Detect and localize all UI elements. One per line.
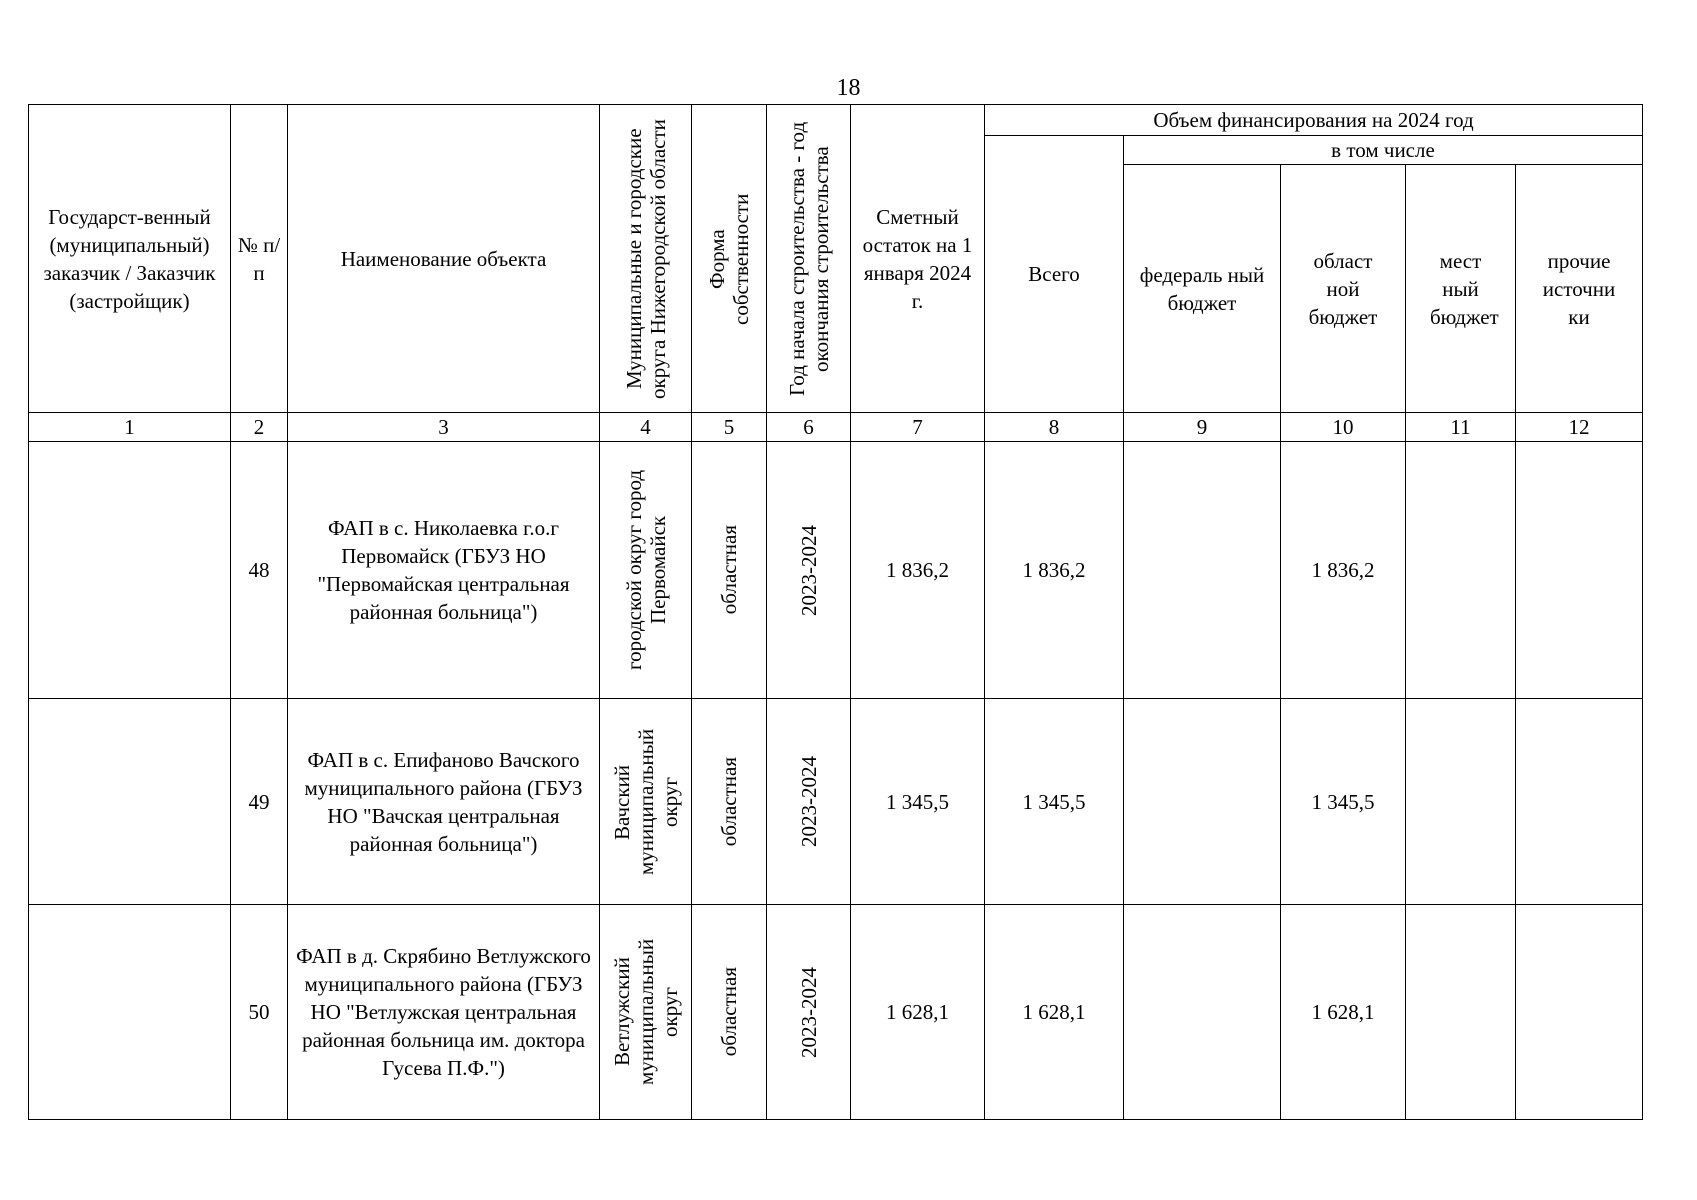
regional-cell: 1 836,2: [1281, 442, 1406, 699]
row-number: 50: [231, 905, 288, 1120]
header-funding-group: Объем финансирования на 2024 год: [985, 105, 1643, 136]
column-number: 7: [851, 413, 985, 442]
header-customer: Государст-венный (муниципальный) заказчик / Заказчик (застройщик): [29, 105, 231, 413]
regional-cell: 1 345,5: [1281, 699, 1406, 905]
total-cell: 1 836,2: [985, 442, 1124, 699]
column-number: 12: [1516, 413, 1643, 442]
local-cell: [1406, 699, 1516, 905]
column-number: 6: [767, 413, 851, 442]
financing-table: [28, 104, 1643, 1120]
column-number: 1: [29, 413, 231, 442]
total-cell: 1 628,1: [985, 905, 1124, 1120]
district-cell: Ветлужский муниципальный округ: [600, 905, 692, 1120]
federal-cell: [1124, 699, 1281, 905]
header-including: в том числе: [1124, 136, 1643, 165]
object-name: ФАП в с. Николаевка г.о.г Первомайск (ГБУЗ НО "Первомайская центральная районная больница"): [288, 442, 600, 699]
column-number: 4: [600, 413, 692, 442]
years-cell: 2023-2024: [767, 905, 851, 1120]
column-number: 9: [1124, 413, 1281, 442]
column-number: 2: [231, 413, 288, 442]
column-number: 11: [1406, 413, 1516, 442]
table-row: [29, 442, 1643, 699]
column-number: 10: [1281, 413, 1406, 442]
header-regional: област ной бюджет: [1281, 165, 1406, 413]
column-number: 5: [692, 413, 767, 442]
customer-cell: [29, 442, 231, 699]
ownership-cell: областная: [692, 442, 767, 699]
row-number: 49: [231, 699, 288, 905]
header-ownership: Форма собственности: [692, 105, 767, 413]
federal-cell: [1124, 442, 1281, 699]
object-name: ФАП в д. Скрябино Ветлужского муниципального района (ГБУЗ НО "Ветлужская центральная районная больница им. доктора Гусева П.Ф."): [288, 905, 600, 1120]
other-cell: [1516, 699, 1643, 905]
table-row: [29, 905, 1643, 1120]
header-local: мест ный бюджет: [1406, 165, 1516, 413]
header-estimate-balance: Сметный остаток на 1 января 2024 г.: [851, 105, 985, 413]
customer-cell: [29, 699, 231, 905]
header-federal: федераль ный бюджет: [1124, 165, 1281, 413]
ownership-cell: областная: [692, 699, 767, 905]
table-row: [29, 699, 1643, 905]
header-other: прочие источни ки: [1516, 165, 1643, 413]
other-cell: [1516, 905, 1643, 1120]
years-cell: 2023-2024: [767, 442, 851, 699]
page-number: 18: [836, 75, 861, 101]
object-name: ФАП в с. Епифаново Вачского муниципального района (ГБУЗ НО "Вачская центральная районная больница"): [288, 699, 600, 905]
total-cell: 1 345,5: [985, 699, 1124, 905]
estimate-balance-cell: 1 836,2: [851, 442, 985, 699]
customer-cell: [29, 905, 231, 1120]
column-number-row: [29, 413, 1643, 442]
local-cell: [1406, 905, 1516, 1120]
other-cell: [1516, 442, 1643, 699]
column-number: 3: [288, 413, 600, 442]
local-cell: [1406, 442, 1516, 699]
estimate-balance-cell: 1 345,5: [851, 699, 985, 905]
header-number: № п/п: [231, 105, 288, 413]
district-cell: Вачский муниципальный округ: [600, 699, 692, 905]
years-cell: 2023-2024: [767, 699, 851, 905]
column-number: 8: [985, 413, 1124, 442]
header-object-name: Наименование объекта: [288, 105, 600, 413]
federal-cell: [1124, 905, 1281, 1120]
header-years: Год начала строительства - год окончания строительства: [767, 105, 851, 413]
row-number: 48: [231, 442, 288, 699]
header-district: Муниципальные и городские округа Нижегородской области: [600, 105, 692, 413]
estimate-balance-cell: 1 628,1: [851, 905, 985, 1120]
regional-cell: 1 628,1: [1281, 905, 1406, 1120]
header-total: Всего: [985, 136, 1124, 413]
ownership-cell: областная: [692, 905, 767, 1120]
district-cell: городской округ город Первомайск: [600, 442, 692, 699]
header-row: [29, 105, 1643, 136]
